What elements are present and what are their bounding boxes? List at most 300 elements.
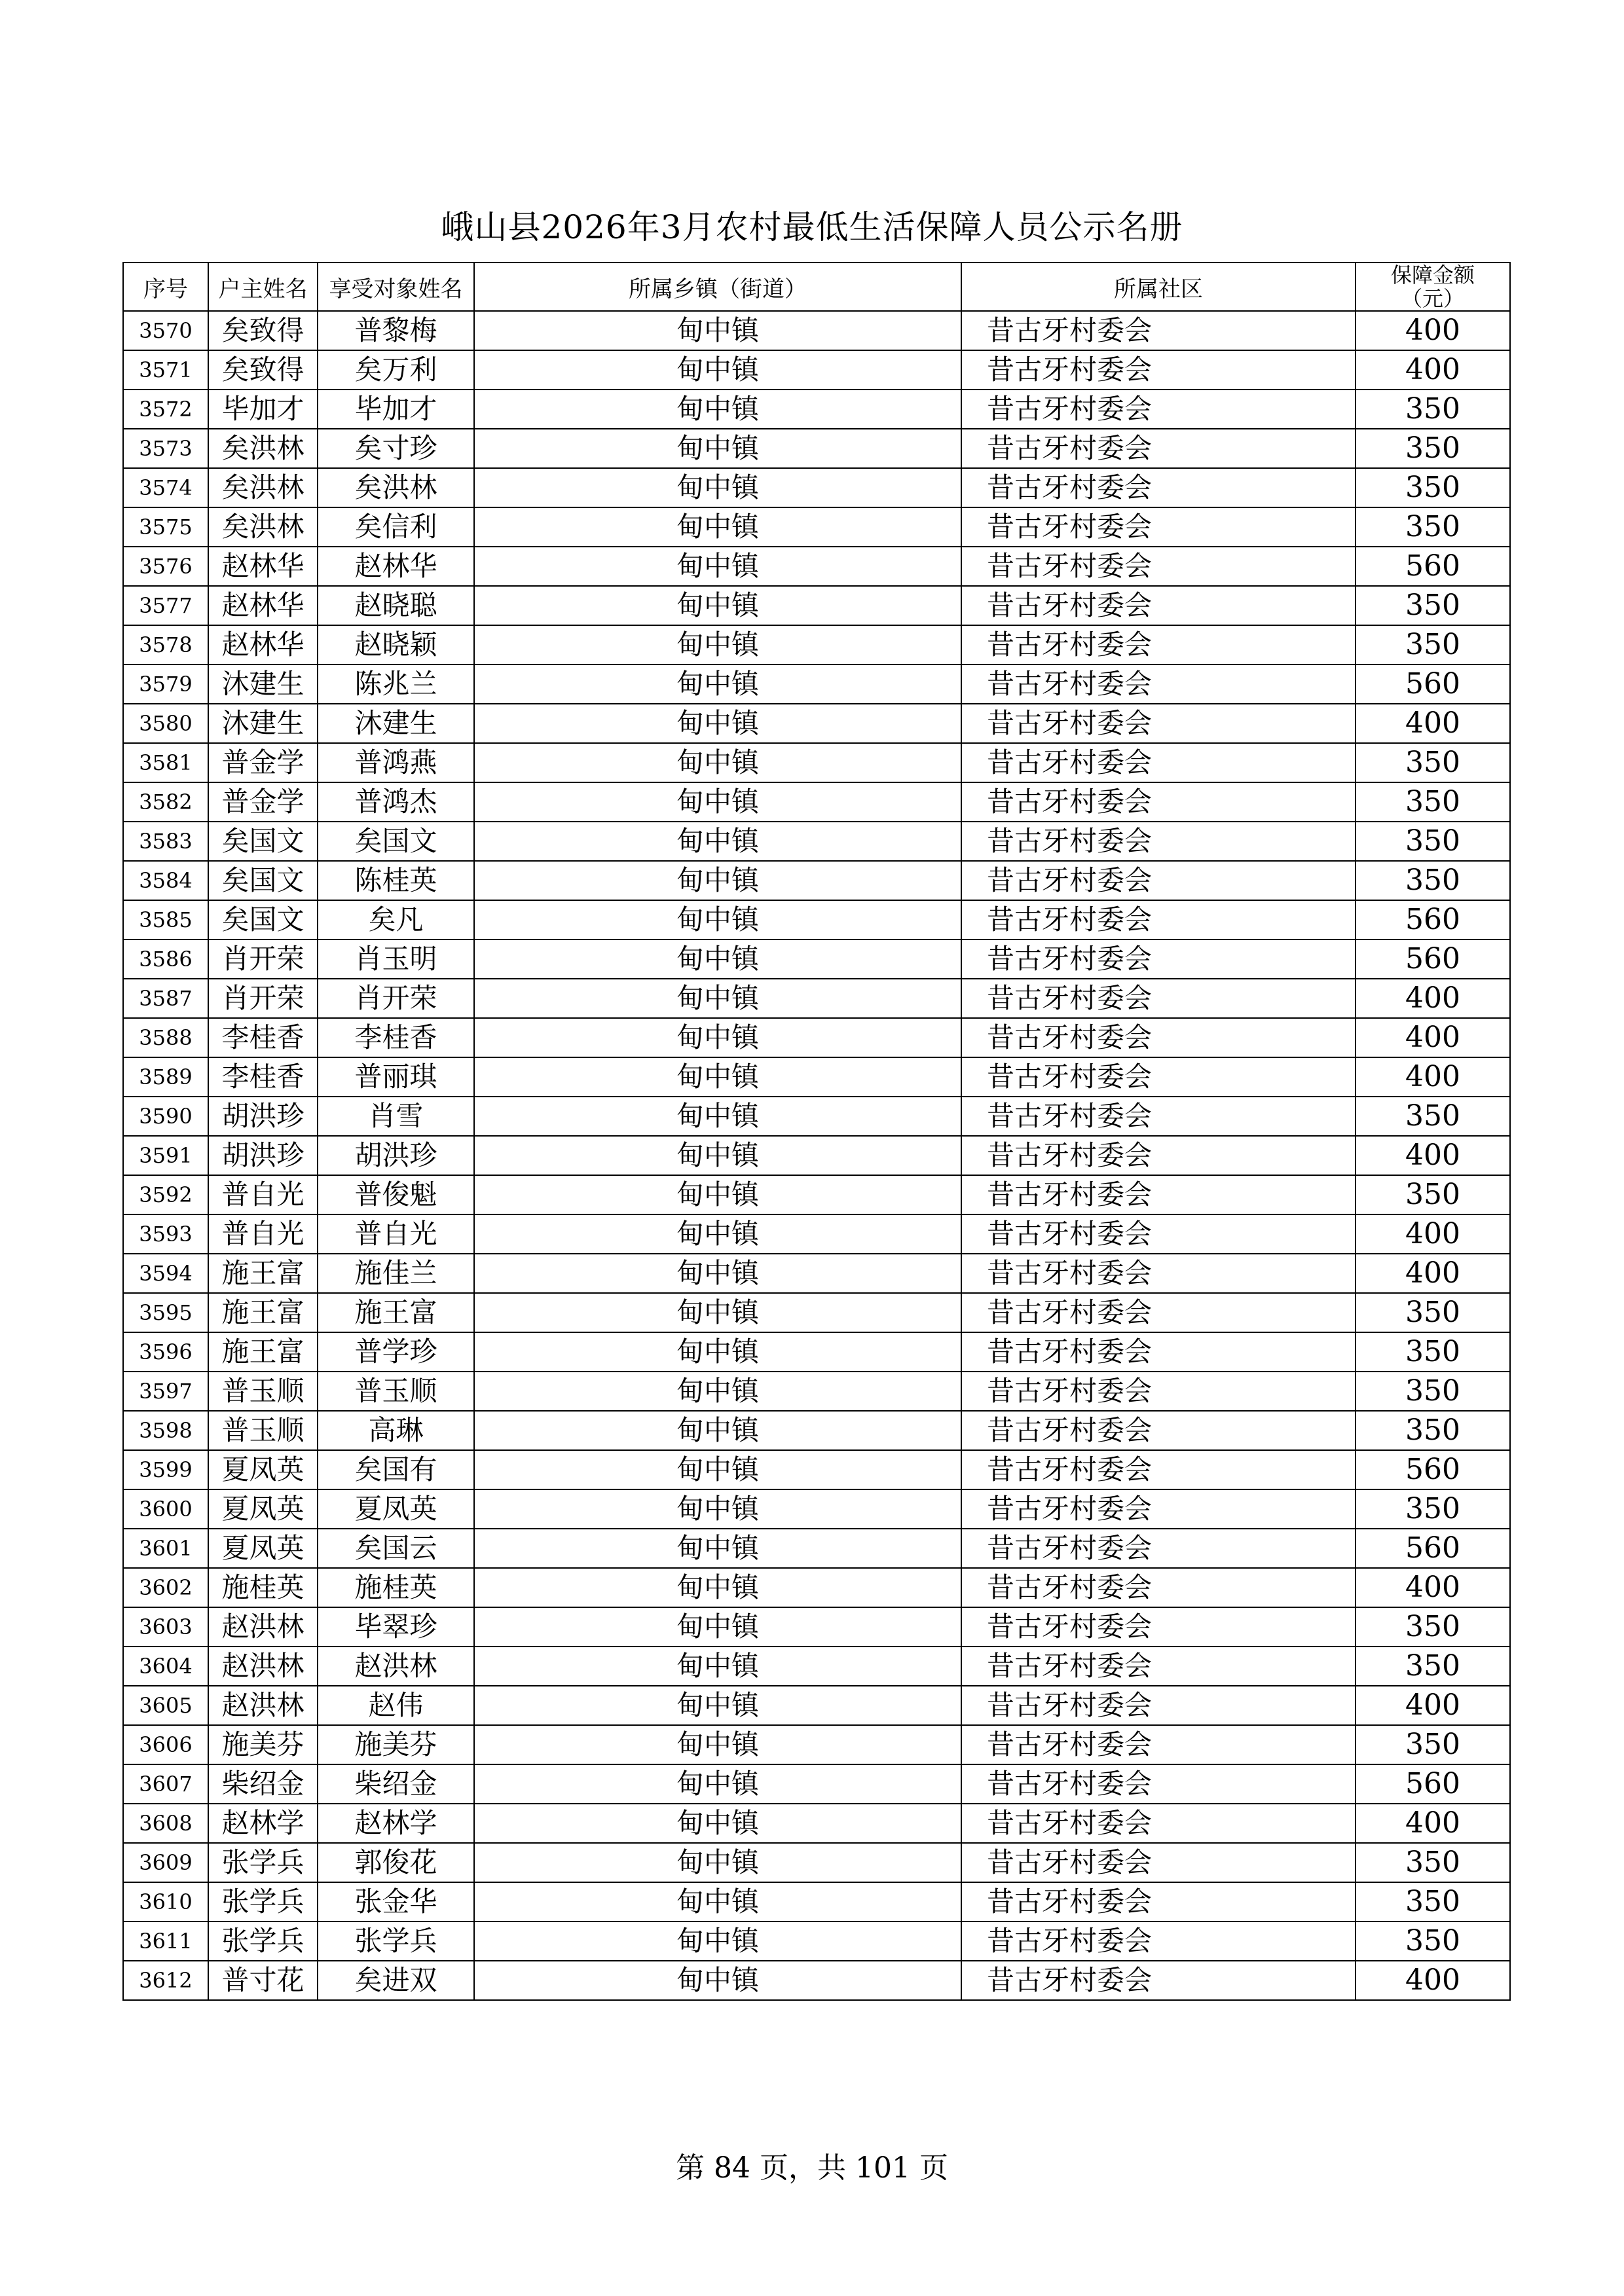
cell-township: 甸中镇	[474, 1175, 961, 1214]
cell-community: 昔古牙村委会	[961, 1489, 1356, 1529]
cell-beneficiary: 普玉顺	[318, 1372, 474, 1411]
cell-beneficiary: 矣国有	[318, 1450, 474, 1489]
cell-community: 昔古牙村委会	[961, 979, 1356, 1018]
cell-household-head: 李桂香	[208, 1018, 318, 1057]
cell-household-head: 柴绍金	[208, 1764, 318, 1804]
cell-township: 甸中镇	[474, 1450, 961, 1489]
cell-community: 昔古牙村委会	[961, 468, 1356, 507]
cell-township: 甸中镇	[474, 625, 961, 665]
cell-community: 昔古牙村委会	[961, 1961, 1356, 2000]
cell-household-head: 赵洪林	[208, 1607, 318, 1647]
table-row	[123, 1254, 1510, 1293]
cell-household-head: 普自光	[208, 1175, 318, 1214]
cell-township: 甸中镇	[474, 429, 961, 468]
header-community: 所属社区	[961, 263, 1356, 311]
cell-amount: 350	[1356, 861, 1510, 900]
cell-beneficiary: 矣万利	[318, 350, 474, 390]
cell-community: 昔古牙村委会	[961, 1568, 1356, 1607]
cell-community: 昔古牙村委会	[961, 1411, 1356, 1450]
cell-community: 昔古牙村委会	[961, 743, 1356, 782]
cell-beneficiary: 郭俊花	[318, 1843, 474, 1882]
table-row	[123, 1332, 1510, 1372]
cell-amount: 560	[1356, 665, 1510, 704]
cell-community: 昔古牙村委会	[961, 1254, 1356, 1293]
cell-household-head: 赵林华	[208, 625, 318, 665]
table-row	[123, 782, 1510, 822]
cell-community: 昔古牙村委会	[961, 625, 1356, 665]
header-township: 所属乡镇（街道）	[474, 263, 961, 311]
table-row	[123, 979, 1510, 1018]
cell-household-head: 矣洪林	[208, 507, 318, 547]
cell-township: 甸中镇	[474, 743, 961, 782]
cell-community: 昔古牙村委会	[961, 390, 1356, 429]
cell-community: 昔古牙村委会	[961, 704, 1356, 743]
cell-community: 昔古牙村委会	[961, 1764, 1356, 1804]
table-row	[123, 1018, 1510, 1057]
cell-community: 昔古牙村委会	[961, 1725, 1356, 1764]
cell-township: 甸中镇	[474, 350, 961, 390]
cell-amount: 350	[1356, 586, 1510, 625]
cell-household-head: 施王富	[208, 1332, 318, 1372]
cell-no: 3585	[123, 900, 208, 939]
cell-household-head: 肖开荣	[208, 979, 318, 1018]
table-row	[123, 350, 1510, 390]
cell-no: 3592	[123, 1175, 208, 1214]
cell-township: 甸中镇	[474, 1214, 961, 1254]
cell-household-head: 夏凤英	[208, 1529, 318, 1568]
cell-amount: 350	[1356, 390, 1510, 429]
cell-township: 甸中镇	[474, 861, 961, 900]
cell-amount: 400	[1356, 1057, 1510, 1097]
cell-community: 昔古牙村委会	[961, 1175, 1356, 1214]
cell-no: 3597	[123, 1372, 208, 1411]
cell-beneficiary: 柴绍金	[318, 1764, 474, 1804]
cell-beneficiary: 肖玉明	[318, 939, 474, 979]
beneficiary-table	[122, 262, 1511, 2001]
cell-amount: 400	[1356, 1136, 1510, 1175]
cell-no: 3587	[123, 979, 208, 1018]
cell-no: 3594	[123, 1254, 208, 1293]
cell-township: 甸中镇	[474, 1607, 961, 1647]
cell-beneficiary: 普鸿杰	[318, 782, 474, 822]
cell-community: 昔古牙村委会	[961, 822, 1356, 861]
cell-household-head: 赵洪林	[208, 1686, 318, 1725]
header-no: 序号	[123, 263, 208, 311]
cell-no: 3612	[123, 1961, 208, 2000]
cell-no: 3584	[123, 861, 208, 900]
cell-township: 甸中镇	[474, 1568, 961, 1607]
cell-township: 甸中镇	[474, 1136, 961, 1175]
cell-community: 昔古牙村委会	[961, 1214, 1356, 1254]
cell-township: 甸中镇	[474, 507, 961, 547]
cell-township: 甸中镇	[474, 1843, 961, 1882]
cell-township: 甸中镇	[474, 1097, 961, 1136]
table-row	[123, 1804, 1510, 1843]
cell-no: 3596	[123, 1332, 208, 1372]
cell-beneficiary: 李桂香	[318, 1018, 474, 1057]
cell-beneficiary: 陈兆兰	[318, 665, 474, 704]
table-row	[123, 1607, 1510, 1647]
cell-household-head: 普金学	[208, 743, 318, 782]
cell-amount: 560	[1356, 1764, 1510, 1804]
cell-township: 甸中镇	[474, 939, 961, 979]
cell-beneficiary: 赵晓颖	[318, 625, 474, 665]
cell-amount: 350	[1356, 822, 1510, 861]
cell-amount: 400	[1356, 1804, 1510, 1843]
cell-township: 甸中镇	[474, 1057, 961, 1097]
cell-household-head: 矣洪林	[208, 429, 318, 468]
cell-amount: 350	[1356, 625, 1510, 665]
table-row	[123, 547, 1510, 586]
cell-township: 甸中镇	[474, 782, 961, 822]
table-row	[123, 1529, 1510, 1568]
header-amount-line1: 保障金额	[1390, 263, 1475, 287]
cell-household-head: 张学兵	[208, 1882, 318, 1922]
cell-beneficiary: 施王富	[318, 1293, 474, 1332]
cell-household-head: 张学兵	[208, 1922, 318, 1961]
header-beneficiary: 享受对象姓名	[318, 263, 474, 311]
cell-amount: 350	[1356, 1843, 1510, 1882]
cell-household-head: 普玉顺	[208, 1411, 318, 1450]
cell-amount: 560	[1356, 900, 1510, 939]
cell-community: 昔古牙村委会	[961, 1607, 1356, 1647]
cell-household-head: 施王富	[208, 1293, 318, 1332]
cell-community: 昔古牙村委会	[961, 900, 1356, 939]
cell-township: 甸中镇	[474, 1332, 961, 1372]
cell-community: 昔古牙村委会	[961, 547, 1356, 586]
cell-township: 甸中镇	[474, 1686, 961, 1725]
cell-amount: 350	[1356, 1372, 1510, 1411]
cell-beneficiary: 施桂英	[318, 1568, 474, 1607]
cell-community: 昔古牙村委会	[961, 1922, 1356, 1961]
cell-household-head: 胡洪珍	[208, 1136, 318, 1175]
cell-community: 昔古牙村委会	[961, 782, 1356, 822]
cell-community: 昔古牙村委会	[961, 665, 1356, 704]
cell-household-head: 肖开荣	[208, 939, 318, 979]
cell-beneficiary: 普俊魁	[318, 1175, 474, 1214]
cell-township: 甸中镇	[474, 1804, 961, 1843]
cell-no: 3598	[123, 1411, 208, 1450]
table-row	[123, 1568, 1510, 1607]
cell-township: 甸中镇	[474, 1764, 961, 1804]
cell-no: 3580	[123, 704, 208, 743]
cell-no: 3589	[123, 1057, 208, 1097]
cell-township: 甸中镇	[474, 1961, 961, 2000]
cell-household-head: 胡洪珍	[208, 1097, 318, 1136]
cell-no: 3600	[123, 1489, 208, 1529]
table-row	[123, 1843, 1510, 1882]
cell-township: 甸中镇	[474, 665, 961, 704]
cell-beneficiary: 矣信利	[318, 507, 474, 547]
table-body	[123, 311, 1510, 2000]
cell-community: 昔古牙村委会	[961, 1882, 1356, 1922]
cell-amount: 400	[1356, 1214, 1510, 1254]
cell-township: 甸中镇	[474, 1725, 961, 1764]
cell-amount: 350	[1356, 1293, 1510, 1332]
cell-household-head: 夏凤英	[208, 1450, 318, 1489]
cell-beneficiary: 赵林学	[318, 1804, 474, 1843]
cell-beneficiary: 高琳	[318, 1411, 474, 1450]
cell-beneficiary: 矣国文	[318, 822, 474, 861]
cell-beneficiary: 毕翠珍	[318, 1607, 474, 1647]
cell-beneficiary: 施佳兰	[318, 1254, 474, 1293]
cell-no: 3593	[123, 1214, 208, 1254]
cell-community: 昔古牙村委会	[961, 586, 1356, 625]
cell-beneficiary: 矣洪林	[318, 468, 474, 507]
table-row	[123, 429, 1510, 468]
cell-amount: 400	[1356, 979, 1510, 1018]
cell-beneficiary: 赵洪林	[318, 1647, 474, 1686]
page-number: 第 84 页，共 101 页	[676, 2151, 948, 2185]
cell-township: 甸中镇	[474, 547, 961, 586]
table-row	[123, 1686, 1510, 1725]
cell-beneficiary: 矣凡	[318, 900, 474, 939]
cell-no: 3572	[123, 390, 208, 429]
cell-township: 甸中镇	[474, 900, 961, 939]
cell-township: 甸中镇	[474, 822, 961, 861]
table-row	[123, 1214, 1510, 1254]
table-row	[123, 586, 1510, 625]
cell-community: 昔古牙村委会	[961, 1136, 1356, 1175]
cell-community: 昔古牙村委会	[961, 1843, 1356, 1882]
cell-community: 昔古牙村委会	[961, 429, 1356, 468]
cell-household-head: 李桂香	[208, 1057, 318, 1097]
cell-amount: 400	[1356, 1018, 1510, 1057]
cell-no: 3573	[123, 429, 208, 468]
cell-household-head: 毕加才	[208, 390, 318, 429]
table-row	[123, 704, 1510, 743]
cell-household-head: 矣洪林	[208, 468, 318, 507]
cell-no: 3586	[123, 939, 208, 979]
cell-no: 3610	[123, 1882, 208, 1922]
cell-beneficiary: 胡洪珍	[318, 1136, 474, 1175]
table-row	[123, 1882, 1510, 1922]
cell-household-head: 矣国文	[208, 861, 318, 900]
cell-beneficiary: 张学兵	[318, 1922, 474, 1961]
cell-no: 3574	[123, 468, 208, 507]
cell-beneficiary: 赵林华	[318, 547, 474, 586]
cell-no: 3595	[123, 1293, 208, 1332]
cell-no: 3578	[123, 625, 208, 665]
cell-household-head: 普金学	[208, 782, 318, 822]
table-row	[123, 1057, 1510, 1097]
cell-household-head: 夏凤英	[208, 1489, 318, 1529]
cell-amount: 350	[1356, 1175, 1510, 1214]
page-footer	[0, 2149, 1624, 2188]
cell-amount: 350	[1356, 1647, 1510, 1686]
cell-household-head: 沐建生	[208, 665, 318, 704]
cell-township: 甸中镇	[474, 1922, 961, 1961]
cell-beneficiary: 赵伟	[318, 1686, 474, 1725]
cell-no: 3583	[123, 822, 208, 861]
cell-amount: 350	[1356, 1097, 1510, 1136]
cell-community: 昔古牙村委会	[961, 1097, 1356, 1136]
cell-community: 昔古牙村委会	[961, 1450, 1356, 1489]
cell-amount: 560	[1356, 1450, 1510, 1489]
cell-beneficiary: 肖雪	[318, 1097, 474, 1136]
cell-amount: 400	[1356, 1961, 1510, 2000]
cell-amount: 350	[1356, 1489, 1510, 1529]
cell-no: 3590	[123, 1097, 208, 1136]
cell-township: 甸中镇	[474, 1293, 961, 1332]
cell-township: 甸中镇	[474, 1647, 961, 1686]
table-row	[123, 861, 1510, 900]
cell-community: 昔古牙村委会	[961, 1529, 1356, 1568]
cell-community: 昔古牙村委会	[961, 1057, 1356, 1097]
cell-no: 3591	[123, 1136, 208, 1175]
table-header-row	[123, 263, 1510, 311]
table-row	[123, 1450, 1510, 1489]
cell-township: 甸中镇	[474, 979, 961, 1018]
cell-no: 3606	[123, 1725, 208, 1764]
cell-amount: 350	[1356, 1882, 1510, 1922]
table-row	[123, 1647, 1510, 1686]
table-row	[123, 1922, 1510, 1961]
cell-beneficiary: 沐建生	[318, 704, 474, 743]
cell-community: 昔古牙村委会	[961, 939, 1356, 979]
cell-amount: 560	[1356, 547, 1510, 586]
table-row	[123, 1489, 1510, 1529]
cell-amount: 400	[1356, 1568, 1510, 1607]
table-row	[123, 900, 1510, 939]
cell-household-head: 沐建生	[208, 704, 318, 743]
cell-household-head: 矣国文	[208, 900, 318, 939]
cell-community: 昔古牙村委会	[961, 1804, 1356, 1843]
cell-beneficiary: 矣进双	[318, 1961, 474, 2000]
cell-beneficiary: 毕加才	[318, 390, 474, 429]
cell-beneficiary: 矣寸珍	[318, 429, 474, 468]
cell-no: 3570	[123, 311, 208, 350]
cell-beneficiary: 矣国云	[318, 1529, 474, 1568]
cell-amount: 350	[1356, 782, 1510, 822]
cell-no: 3571	[123, 350, 208, 390]
cell-household-head: 赵林华	[208, 547, 318, 586]
cell-amount: 400	[1356, 1686, 1510, 1725]
table-row	[123, 507, 1510, 547]
table-row	[123, 743, 1510, 782]
cell-community: 昔古牙村委会	[961, 1332, 1356, 1372]
table-row	[123, 1961, 1510, 2000]
cell-beneficiary: 赵晓聪	[318, 586, 474, 625]
cell-beneficiary: 普学珍	[318, 1332, 474, 1372]
table-row	[123, 1411, 1510, 1450]
cell-amount: 400	[1356, 350, 1510, 390]
cell-no: 3611	[123, 1922, 208, 1961]
cell-township: 甸中镇	[474, 1529, 961, 1568]
cell-community: 昔古牙村委会	[961, 311, 1356, 350]
cell-household-head: 赵林学	[208, 1804, 318, 1843]
cell-township: 甸中镇	[474, 1489, 961, 1529]
cell-township: 甸中镇	[474, 468, 961, 507]
cell-household-head: 普玉顺	[208, 1372, 318, 1411]
table-row	[123, 1764, 1510, 1804]
cell-household-head: 普自光	[208, 1214, 318, 1254]
cell-no: 3603	[123, 1607, 208, 1647]
cell-beneficiary: 肖开荣	[318, 979, 474, 1018]
table-row	[123, 1372, 1510, 1411]
cell-household-head: 矣致得	[208, 311, 318, 350]
cell-township: 甸中镇	[474, 1882, 961, 1922]
cell-township: 甸中镇	[474, 1411, 961, 1450]
table-row	[123, 939, 1510, 979]
cell-no: 3605	[123, 1686, 208, 1725]
cell-amount: 400	[1356, 1254, 1510, 1293]
cell-amount: 350	[1356, 743, 1510, 782]
cell-community: 昔古牙村委会	[961, 1647, 1356, 1686]
cell-beneficiary: 夏凤英	[318, 1489, 474, 1529]
cell-household-head: 普寸花	[208, 1961, 318, 2000]
cell-no: 3582	[123, 782, 208, 822]
table-row	[123, 665, 1510, 704]
cell-community: 昔古牙村委会	[961, 1293, 1356, 1332]
cell-township: 甸中镇	[474, 390, 961, 429]
cell-community: 昔古牙村委会	[961, 1372, 1356, 1411]
cell-township: 甸中镇	[474, 1372, 961, 1411]
cell-amount: 350	[1356, 1332, 1510, 1372]
cell-amount: 350	[1356, 429, 1510, 468]
cell-community: 昔古牙村委会	[961, 1018, 1356, 1057]
cell-beneficiary: 施美芬	[318, 1725, 474, 1764]
cell-household-head: 张学兵	[208, 1843, 318, 1882]
cell-household-head: 施王富	[208, 1254, 318, 1293]
cell-community: 昔古牙村委会	[961, 350, 1356, 390]
table-row	[123, 822, 1510, 861]
cell-no: 3604	[123, 1647, 208, 1686]
cell-household-head: 施美芬	[208, 1725, 318, 1764]
cell-township: 甸中镇	[474, 586, 961, 625]
cell-community: 昔古牙村委会	[961, 861, 1356, 900]
cell-no: 3575	[123, 507, 208, 547]
cell-township: 甸中镇	[474, 704, 961, 743]
cell-beneficiary: 陈桂英	[318, 861, 474, 900]
cell-no: 3599	[123, 1450, 208, 1489]
cell-amount: 350	[1356, 1607, 1510, 1647]
table-row	[123, 311, 1510, 350]
cell-household-head: 矣致得	[208, 350, 318, 390]
cell-amount: 560	[1356, 939, 1510, 979]
cell-beneficiary: 普丽琪	[318, 1057, 474, 1097]
cell-beneficiary: 普黎梅	[318, 311, 474, 350]
cell-community: 昔古牙村委会	[961, 507, 1356, 547]
table-row	[123, 1725, 1510, 1764]
cell-township: 甸中镇	[474, 311, 961, 350]
cell-household-head: 施桂英	[208, 1568, 318, 1607]
table-row	[123, 468, 1510, 507]
table-row	[123, 1293, 1510, 1332]
cell-beneficiary: 普鸿燕	[318, 743, 474, 782]
cell-amount: 400	[1356, 311, 1510, 350]
header-amount-line2: （元）	[1401, 286, 1464, 311]
table-row	[123, 1136, 1510, 1175]
cell-amount: 350	[1356, 468, 1510, 507]
cell-no: 3579	[123, 665, 208, 704]
cell-no: 3581	[123, 743, 208, 782]
table-row	[123, 1097, 1510, 1136]
cell-amount: 350	[1356, 1725, 1510, 1764]
cell-no: 3576	[123, 547, 208, 586]
cell-amount: 350	[1356, 1922, 1510, 1961]
cell-no: 3609	[123, 1843, 208, 1882]
table-row	[123, 1175, 1510, 1214]
cell-no: 3607	[123, 1764, 208, 1804]
cell-amount: 350	[1356, 507, 1510, 547]
cell-amount: 560	[1356, 1529, 1510, 1568]
cell-community: 昔古牙村委会	[961, 1686, 1356, 1725]
cell-no: 3588	[123, 1018, 208, 1057]
cell-no: 3577	[123, 586, 208, 625]
cell-beneficiary: 张金华	[318, 1882, 474, 1922]
cell-no: 3608	[123, 1804, 208, 1843]
